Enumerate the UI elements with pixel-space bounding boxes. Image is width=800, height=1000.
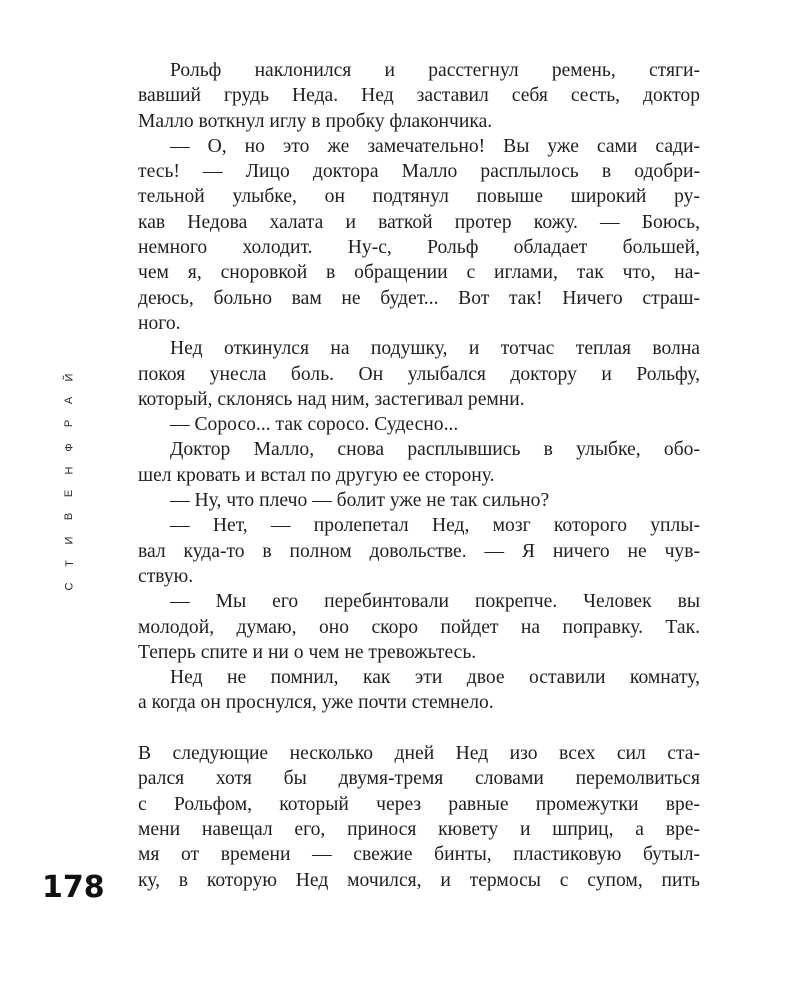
text-line: мени навещал его, принося кювету и шприц, а вре- [138,818,700,840]
text-line: деюсь, больно вам не будет... Вот так! Ничего страш- [138,287,700,309]
running-head-letter: С [63,582,76,591]
running-head-letter: И [63,536,76,544]
page-number: 178 [42,870,105,905]
text-line: с Рольфом, который через равные промежутки вре- [138,793,700,815]
text-line: Нед откинулся на подушку, и тотчас теплая волна [170,338,700,360]
running-head-letter: Ф [63,442,76,452]
running-head-letter: А [63,397,76,405]
running-head-letter: Й [63,373,76,382]
text-line: который, склонясь над ним, застегивал ремни. [138,388,525,410]
text-line: кав Недова халата и ваткой протер кожу. — Боюсь, [138,211,700,233]
text-line: ствую. [138,565,194,587]
text-line: покоя унесла боль. Он улыбался доктору и Рольфу, [138,363,700,385]
body-text [138,58,700,893]
text-line: молодой, думаю, оно скоро пойдет на поправку. Так. [138,616,700,638]
text-line: ного. [138,312,181,334]
running-head-letter: Е [63,489,76,498]
text-line: — Мы его перебинтовали покрепче. Человек вы [170,591,700,613]
text-line: шел кровать и встал по другую ее сторону. [138,464,495,486]
running-head-author [59,372,81,592]
text-line: чем я, сноровкой в обращении с иглами, так что, на- [138,262,700,284]
text-line: мя от времени — свежие бинты, пластиковую бутыл- [138,844,700,866]
text-line: В следующие несколько дней Нед изо всех сил ста- [138,743,700,765]
text-line: Доктор Малло, снова расплывшись в улыбке, обо- [170,439,700,461]
text-line: — Ну, что плечо — болит уже не так сильно? [170,490,550,512]
text-line: вавший грудь Неда. Нед заставил себя сесть, доктор [138,85,700,107]
text-line: — О, но это же замечательно! Вы уже сами сади- [170,135,700,157]
text-line: рался хотя бы двумя-тремя словами перемолвиться [138,768,700,790]
text-line: Рольф наклонился и расстегнул ремень, стяги- [170,60,700,81]
text-line: а когда он проснулся, уже почти стемнело. [138,692,494,714]
text-line: тельной улыбке, он подтянул повыше широкий ру- [138,186,700,208]
text-line: немного холодит. Ну-с, Рольф обладает большей, [138,237,700,259]
running-head-letter: Н [63,466,76,475]
text-line: — Соросо... так соросо. Судесно... [170,414,459,436]
running-head-letter: Т [63,559,76,567]
running-head-letter: В [63,513,76,521]
text-line: Теперь спите и ни о чем не тревожьтесь. [138,641,477,663]
text-line: вал куда-то в полном довольстве. — Я ничего не чув- [138,540,700,562]
text-line: — Нет, — пролепетал Нед, мозг которого уплы- [170,515,700,537]
text-line: ку, в которую Нед мочился, и термосы с супом, пить [138,869,700,891]
text-line: тесь! — Лицо доктора Малло расплылось в одобри- [138,161,700,183]
text-line: Нед не помнил, как эти двое оставили комнату, [170,667,700,689]
section-break [138,716,700,741]
text-line: Малло воткнул иглу в пробку флакончика. [138,110,493,132]
running-head-letter: Р [63,420,76,428]
